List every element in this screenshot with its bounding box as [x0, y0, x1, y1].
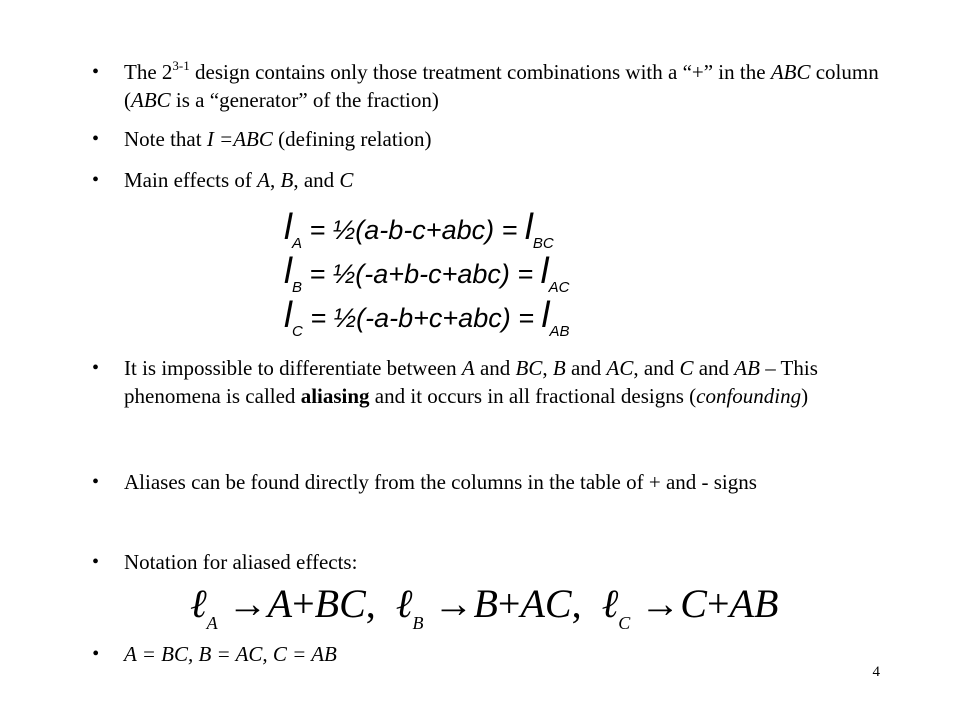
ell-symbol: l [284, 206, 292, 247]
plus: + [292, 581, 315, 626]
alias-rhs: AB [729, 581, 779, 626]
arrow: → [227, 581, 268, 626]
bullet-defining-relation [92, 125, 882, 153]
alias-equation [190, 581, 779, 633]
subscript: B [412, 613, 424, 633]
text: Main effects of [124, 168, 258, 192]
alias-lhs: A [267, 581, 293, 626]
alias-rhs: AC [520, 581, 572, 626]
text: , [269, 168, 281, 192]
ell-symbol: ℓ [190, 581, 207, 626]
ell-symbol: ℓ [601, 581, 619, 626]
term: A [461, 356, 475, 380]
term-confounding: confounding [696, 384, 802, 408]
page-number: 4 [872, 664, 880, 680]
subscript: BC [532, 235, 554, 252]
subscript: C [292, 323, 303, 340]
text: ) [801, 384, 809, 408]
text: It is impossible to differentiate between [124, 356, 462, 380]
subscript: A [292, 235, 303, 252]
text: and it occurs in all fractional designs ( [369, 384, 697, 408]
expression: = ½(-a+b-c+abc) = [302, 259, 541, 289]
term: C [679, 356, 694, 380]
term-abc: ABC [131, 88, 171, 112]
subscript: C [618, 613, 631, 633]
term: B [552, 356, 566, 380]
bullet-main-effects [92, 166, 882, 194]
alias-rhs: BC [314, 581, 366, 626]
plus: + [497, 581, 521, 626]
ell-symbol: l [284, 294, 292, 335]
term-aliasing: aliasing [300, 384, 370, 408]
expression: = ½(a-b-c+abc) = [302, 215, 525, 245]
text: design contains only those treatment combinations with a “+” in the [189, 60, 771, 84]
text: and [474, 356, 516, 380]
ell-symbol: l [541, 294, 550, 335]
text: and [693, 356, 735, 380]
text: , and [293, 168, 340, 192]
subscript: A [206, 613, 218, 633]
text: , and [633, 356, 680, 380]
bullet-generator [92, 58, 882, 114]
alias-lhs: B [473, 581, 498, 626]
term: BC [515, 356, 543, 380]
text: (defining relation) [272, 127, 432, 151]
expression: = ½(-a-b+c+abc) = [302, 303, 542, 333]
alias-lhs: C [680, 581, 707, 626]
comma: , [571, 581, 582, 626]
text: and [565, 356, 607, 380]
bullet-notation: • Notation for aliased effects: [92, 548, 882, 576]
ell-symbol: ℓ [395, 581, 413, 626]
equation-lc [284, 294, 570, 340]
bullet-alias-summary: • A = BC, B = AC, C = AB [92, 640, 882, 668]
ell-symbol: l [540, 250, 549, 291]
bullet-aliasing [92, 354, 882, 410]
plus: + [706, 581, 730, 626]
equation-lb [284, 250, 570, 296]
text: Note that [124, 127, 207, 151]
ell-symbol: l [284, 250, 292, 291]
text: is a “generator” of the fraction) [170, 88, 439, 112]
term-abc: ABC [770, 60, 811, 84]
text: , [542, 356, 553, 380]
term: AB [734, 356, 760, 380]
factor-a: A [257, 168, 270, 192]
text: The 2 [124, 60, 173, 84]
factor-b: B [280, 168, 294, 192]
bullet-find-aliases: • Aliases can be found directly from the columns in the table of + and - signs [92, 468, 882, 496]
comma: , [365, 581, 376, 626]
equation-la [284, 206, 554, 252]
subscript: AB [549, 323, 570, 340]
subscript: B [292, 279, 303, 296]
exponent: 3-1 [172, 58, 190, 73]
text: column ( [124, 60, 879, 112]
arrow: → [433, 581, 474, 626]
subscript: AC [548, 279, 570, 296]
arrow: → [640, 581, 681, 626]
text: – This phenomena is called [124, 356, 818, 408]
ell-symbol: l [524, 206, 533, 247]
term: AC [606, 356, 634, 380]
defining-relation: I =ABC [206, 127, 273, 151]
factor-c: C [339, 168, 354, 192]
